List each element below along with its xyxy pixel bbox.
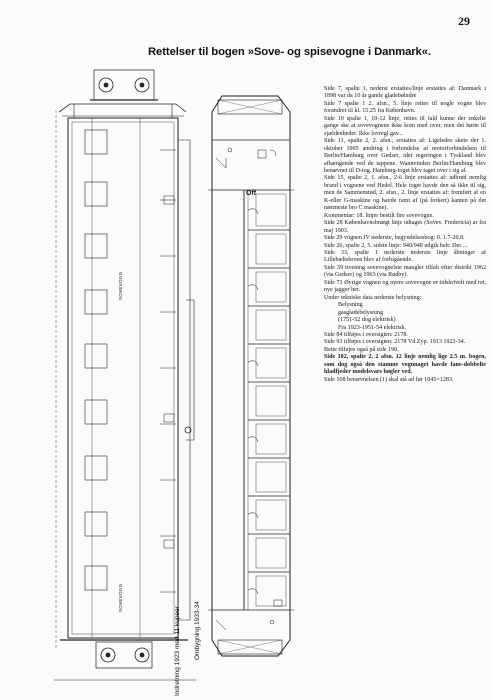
correction-entry: Side 7, spalte 1, nederst erstattes/linje erstattes af: Danmark i 1898 var da 10 år gamle gladebølndre <box>324 86 486 100</box>
caption-rebuild-1933: Ombygning 1933-34 <box>194 601 201 660</box>
correction-entry: Side 108 benævnelsen (1) skal stå ad før 1045=1283. <box>324 376 454 383</box>
correction-entry: Side 29 vognen IV nederste, begyndelsesbog: 0. 1.7-20.8. <box>324 235 465 242</box>
caption-interior-1923: Indretning 1923 med 11 kupeer <box>174 606 181 696</box>
correction-entry: gasgladebelysning <box>338 309 384 316</box>
corrections-text <box>324 86 486 384</box>
page-number: 29 <box>458 14 470 28</box>
correction-entry: Under tekniske data nederste belysning: <box>324 294 422 301</box>
correction-entry: Side 84 tilføjes i oversigten: 2178. <box>324 331 408 338</box>
correction-entry: Side 11, spalte 2, 2. afsn., erstattes af: Ligeledes skete der 1. oktober 1905 ændring i forbindelse af motorforbindelsen til Berlin/Hamburg over Gedser, idet regeringen i Tyskland blev afhængende ved de tappene. Wannvinden Berlin/Hamburg blev benævnet til D-tog. Hamburg-toget blev taget over i sig af. <box>324 138 486 174</box>
correction-entry: Belysning <box>338 302 363 309</box>
correction-entry: Side 7 spalte 1 2. afsn., 5. linje rettes til nogle vogne blev forandret til kl. 15.25 fra København. <box>324 100 486 115</box>
correction-entry: Bette tilføjes også på side 190. <box>324 346 399 353</box>
compartment-mark: Off <box>246 190 257 197</box>
correction-entry: Side 28 Københavnsbnægt linje udtages (Sovev. Fredericia) ar fra maj 1903. <box>324 220 486 234</box>
correction-entry: Side 33, spalte 1 nederste nederste linje åbninger af Lillebæltsbroen blev af forbigående. <box>324 249 486 264</box>
correction-entry: Side 73 Øvrige vognen og nyere sovevogne er tidskrivelt med ret, nye jagger her. <box>324 279 486 294</box>
correction-entry: Side 10 spalte 1, 10-12 linje, rettes til fald kunne der enkelte gange ske at sovevognene ikke kom med over, men det hørte til sjældenheder. Ikke lovregl gav... <box>324 115 486 137</box>
correction-entry: Side 39 tivening sovevognelste mangler tilfalt efter distrikt 1962 (via Gedser) og 1963 (via Rødby). <box>324 264 486 279</box>
car-label-top: SOVEVOGN <box>118 271 123 300</box>
floor-plan-drawing <box>208 96 294 656</box>
correction-entry: (1751-52 dog elektrisk) <box>338 317 396 324</box>
correction-entry: Side 102, spalte 2, 2 afsn. 12 linje nemlig lige 2.5 m. bogen, som dog også den stamme vognnaget havde fane-dobbelte hladfjeder modelsvars bøgler ved. <box>324 354 486 376</box>
correction-entry: Side 15, spalte 2, 1. afsn., 2-6 linje erstattes af: udbrød nemlig brand i vognene ved Hedel. Hele toget havde den så ikke til sig, men de Sammenstød, 2. afsn., 2. linje erstattes af: fremført af en K-eller G-maskine og havde ramt af (på forkert) kanten på det nærmeste bro C maskine). <box>324 175 486 212</box>
correction-entry: Side 93 tilføjes i oversigten: 2178 Vd.Zyp. 1913 1923-34. <box>324 339 466 346</box>
correction-entry: Side 26, spalte 2, 5. sidste linje: 940/948 udgik helt: Der ... <box>324 242 468 249</box>
window-row <box>85 130 107 590</box>
side-elevation-drawing <box>54 70 196 680</box>
correction-entry: Fra 1923-1951-54 elektrisk. <box>338 324 407 331</box>
compartment-walls <box>212 140 290 610</box>
bottom-bogie <box>60 640 188 668</box>
page-heading: Rettelser til bogen »Sove- og spisevogne i Danmark«. <box>148 46 431 58</box>
car-label-bottom: SOVEVOGN <box>118 583 123 612</box>
top-bogie <box>90 70 158 100</box>
correction-entry: Kommentar: 18. linjer bestilt fire sovevogne. <box>324 212 434 219</box>
